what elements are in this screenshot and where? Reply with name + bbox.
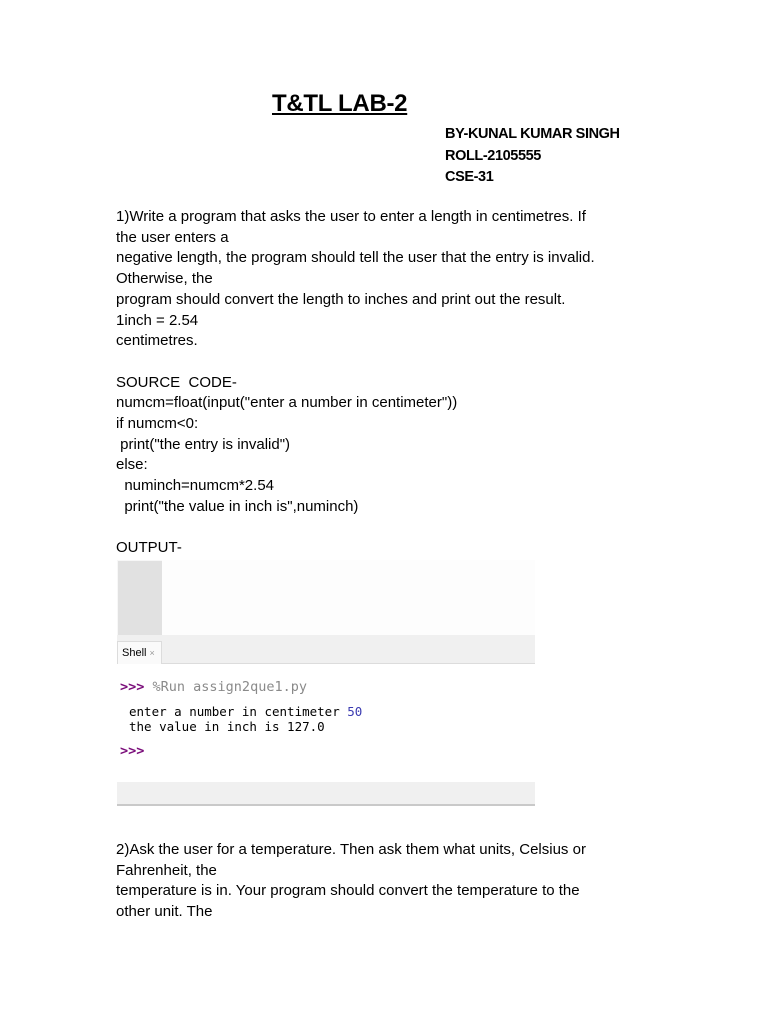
question-text-line: negative length, the program should tell the user that the entry is invalid. [116,249,595,267]
question-2 [116,840,676,923]
author-name: BY-KUNAL KUMAR SINGH [445,126,620,142]
question-text-line: 1)Write a program that asks the user to enter a length in centimetres. If [116,208,586,225]
editor-area[interactable] [162,560,535,635]
output-screenshot [117,560,535,806]
code-line: numinch=numcm*2.54 [116,477,274,495]
shell-prompt: >>> [120,679,145,695]
tab-shell-label: Shell [122,647,147,659]
document-title: T&TL LAB-2 [272,90,408,117]
code-line: print("the entry is invalid") [116,435,291,453]
shell-command-line [120,679,307,695]
shell-tab-bar [117,635,535,664]
question-text-line: centimetres. [116,332,198,350]
question-text-line: the user enters a [116,228,229,246]
shell-output-text: enter a number in centimeter [129,704,340,719]
tab-shell[interactable] [117,641,162,664]
output-label: OUTPUT- [116,539,182,557]
question-text-line: temperature is in. Your program should convert the temperature to the [116,882,580,900]
shell-command: %Run assign2que1.py [152,679,307,695]
shell-user-input: 50 [347,704,363,719]
shell-output-line: the value in inch is 127.0 [129,719,325,734]
question-text-line: other unit. The [116,903,213,921]
spacer [116,352,676,373]
code-line: else: [116,456,148,474]
code-line: if numcm<0: [116,415,199,433]
question-text-line: Otherwise, the [116,270,213,288]
question-text-line: 2)Ask the user for a temperature. Then ask them what units, Celsius or [116,841,586,858]
code-line: print("the value in inch is",numinch) [116,497,359,515]
question-text-line: Fahrenheit, the [116,861,217,879]
code-line: numcm=float(input("enter a number in centimeter")) [116,394,458,412]
shell-console[interactable] [117,664,535,782]
source-code-label: SOURCE CODE- [116,373,237,391]
shell-output-line [129,704,362,719]
spacer [116,518,676,539]
question-text-line: 1inch = 2.54 [116,311,199,329]
question-text-line: program should convert the length to inches and print out the result. [116,290,566,308]
question-1 [116,207,676,559]
shell-prompt: >>> [120,743,145,759]
shell-input-line[interactable] [120,743,144,759]
close-icon[interactable]: × [149,648,155,658]
author-section: CSE-31 [445,169,494,185]
author-block [445,124,620,189]
editor-line-gutter [118,561,162,635]
author-roll: ROLL-2105555 [445,147,541,164]
divider [117,804,535,806]
shell-bottom-bar [117,782,535,804]
